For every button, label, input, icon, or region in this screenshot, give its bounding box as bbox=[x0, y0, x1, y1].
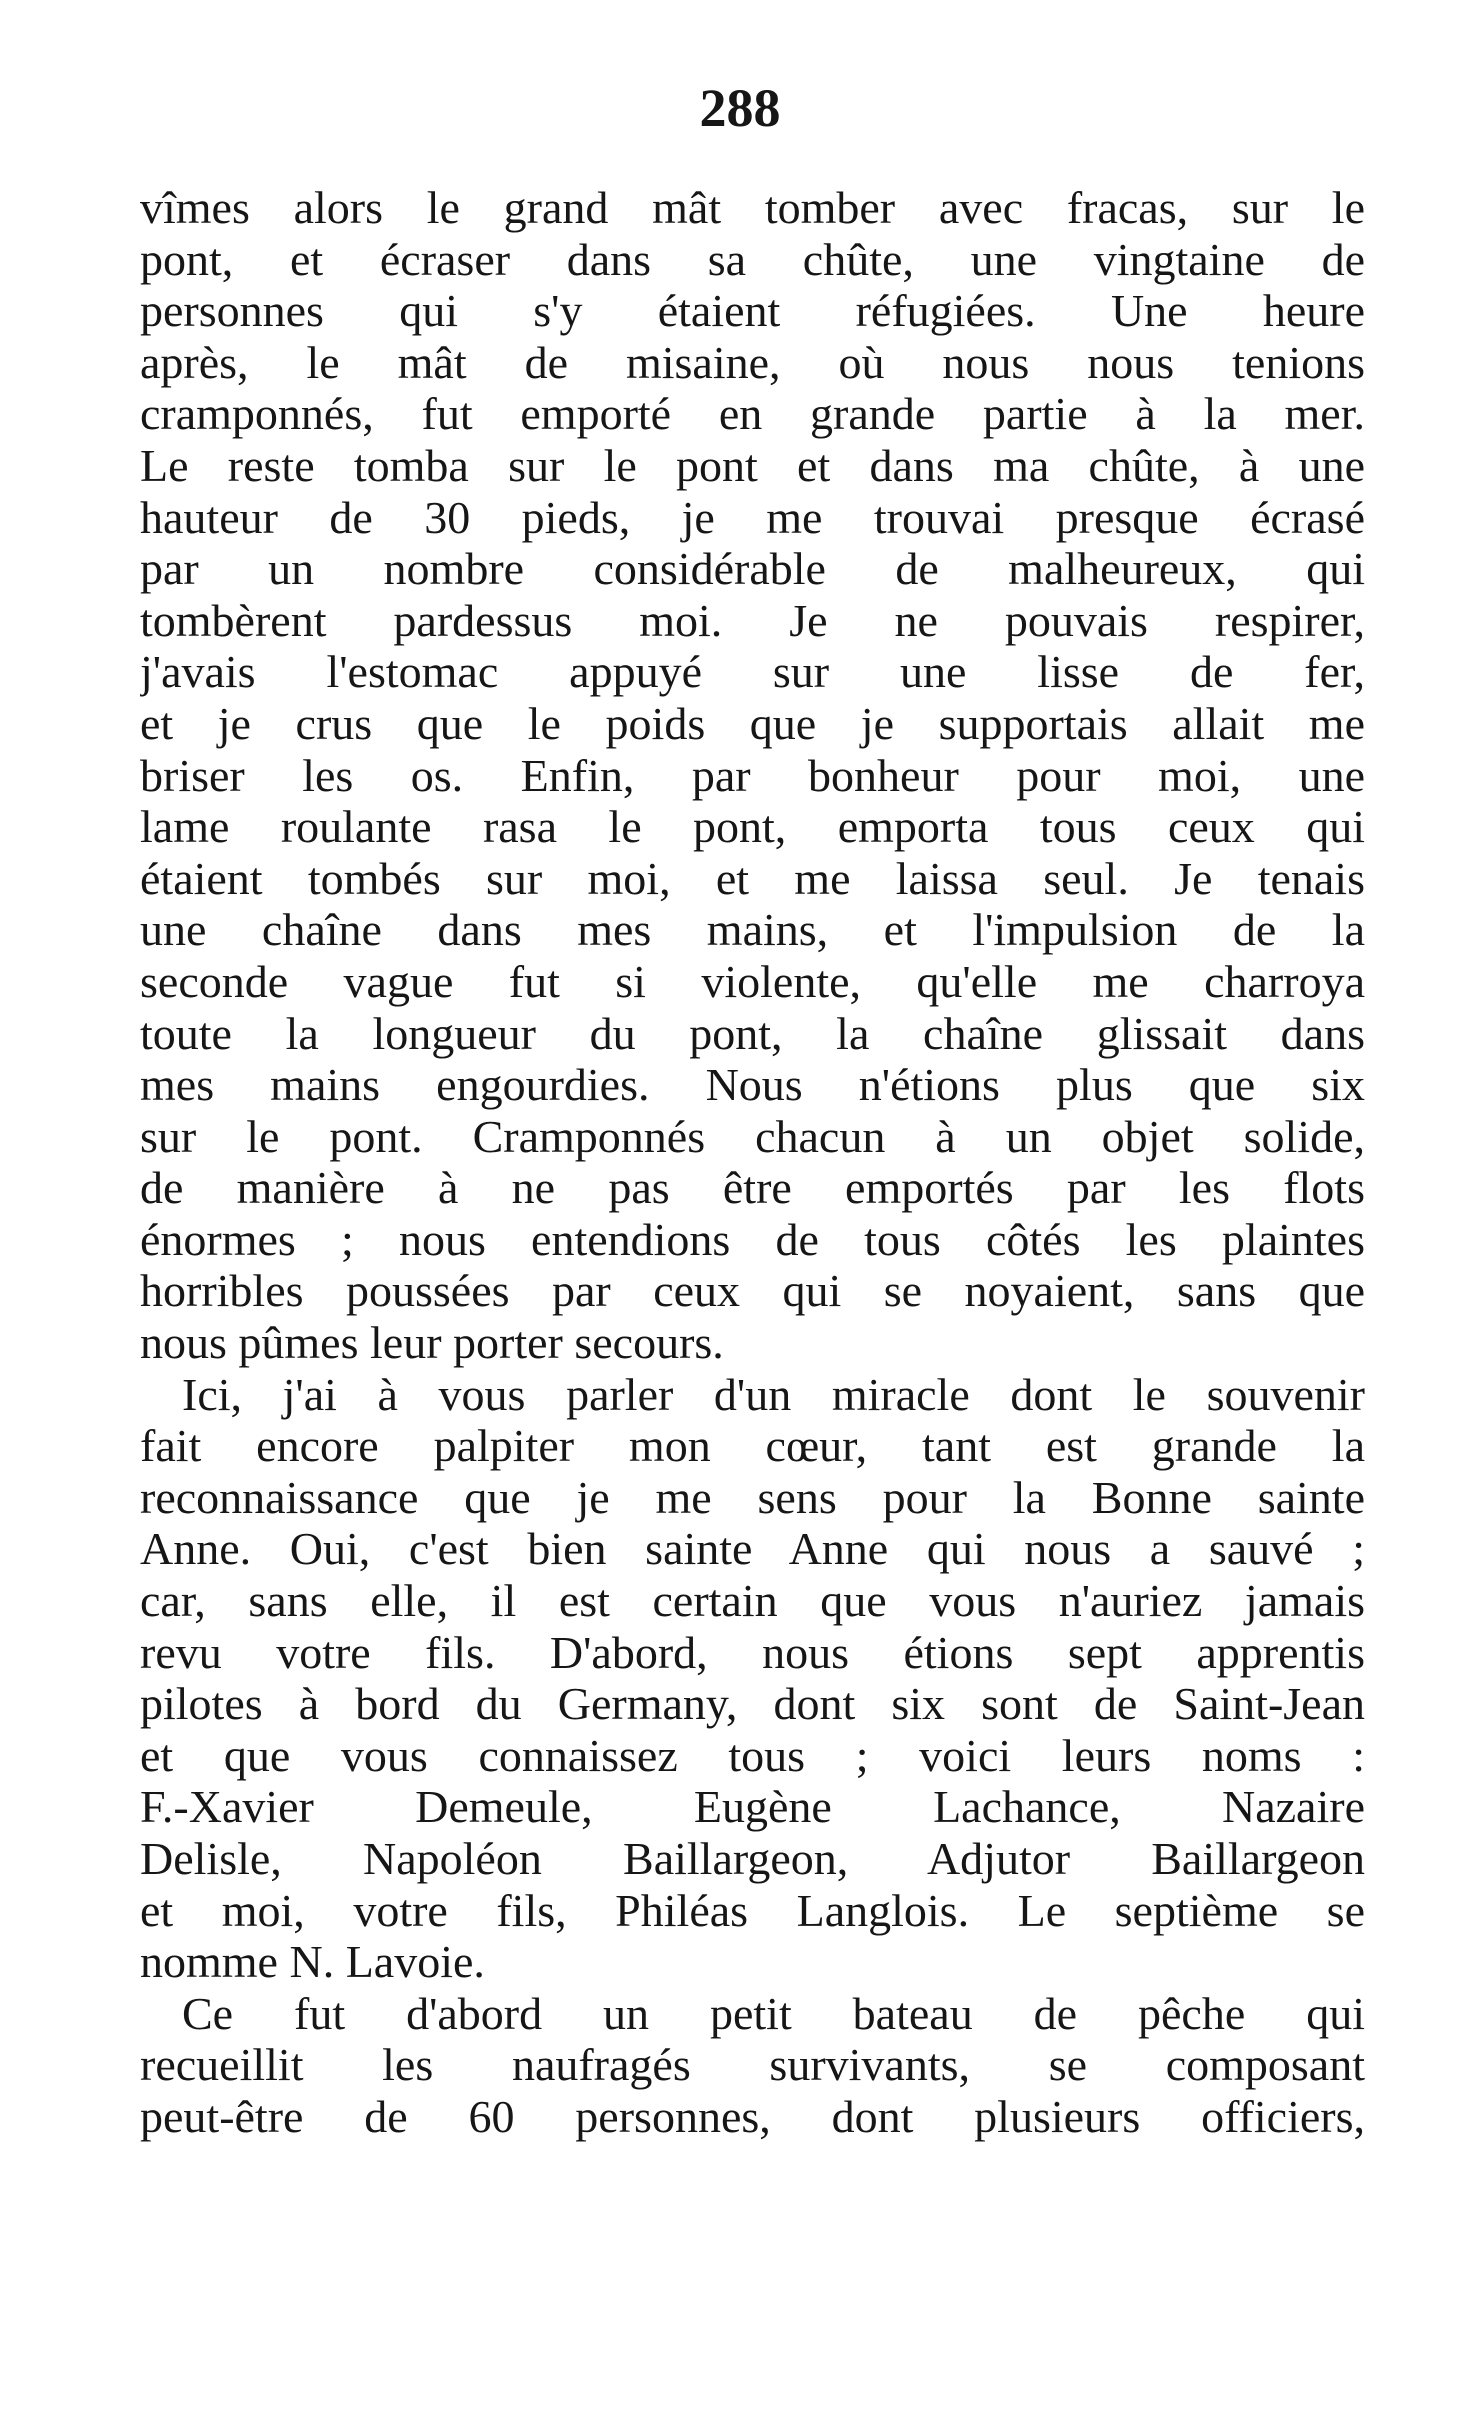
paragraph-start-line: Ce fut d'abord un petit bateau de pêche qui bbox=[182, 1987, 1365, 2039]
text-line: et moi, votre fils, Philéas Langlois. Le septième se bbox=[140, 1884, 1365, 1936]
text-line: pont, et écraser dans sa chûte, une vingtaine de bbox=[140, 233, 1365, 285]
text-line: mes mains engourdies. Nous n'étions plus que six bbox=[140, 1059, 1365, 1111]
text-line: et que vous connaissez tous ; voici leurs noms : bbox=[140, 1729, 1365, 1781]
body-text bbox=[140, 182, 1365, 2143]
paragraph-end-line: nous pûmes leur porter secours. bbox=[140, 1317, 724, 1369]
text-line: reconnaissance que je me sens pour la Bonne sainte bbox=[140, 1471, 1365, 1523]
text-line: fait encore palpiter mon cœur, tant est grande la bbox=[140, 1420, 1365, 1472]
page-number: 288 bbox=[699, 78, 781, 138]
text-line: revu votre fils. D'abord, nous étions sept apprentis bbox=[140, 1626, 1365, 1678]
text-line: seconde vague fut si violente, qu'elle me charroya bbox=[140, 955, 1365, 1007]
text-line: car, sans elle, il est certain que vous n'auriez jamais bbox=[140, 1575, 1365, 1627]
text-line: Anne. Oui, c'est bien sainte Anne qui nous a sauvé ; bbox=[140, 1523, 1365, 1575]
text-line: après, le mât de misaine, où nous nous tenions bbox=[140, 336, 1365, 388]
text-line: de manière à ne pas être emportés par les flots bbox=[140, 1162, 1365, 1214]
text-line: Le reste tomba sur le pont et dans ma chûte, à une bbox=[140, 439, 1365, 491]
text-line: une chaîne dans mes mains, et l'impulsion de la bbox=[140, 904, 1365, 956]
paragraph-end-line: nomme N. Lavoie. bbox=[140, 1936, 485, 1988]
text-line: énormes ; nous entendions de tous côtés les plaintes bbox=[140, 1213, 1365, 1265]
text-line: horribles poussées par ceux qui se noyaient, sans que bbox=[140, 1265, 1365, 1317]
paragraph-start-line: Ici, j'ai à vous parler d'un miracle dont le souvenir bbox=[182, 1368, 1365, 1420]
text-line: étaient tombés sur moi, et me laissa seul. Je tenais bbox=[140, 852, 1365, 904]
text-line: lame roulante rasa le pont, emporta tous ceux qui bbox=[140, 801, 1365, 853]
text-line: vîmes alors le grand mât tomber avec fracas, sur le bbox=[140, 182, 1365, 233]
text-line: hauteur de 30 pieds, je me trouvai presque écrasé bbox=[140, 491, 1365, 543]
text-line: Delisle, Napoléon Baillargeon, Adjutor Baillargeon bbox=[140, 1833, 1365, 1884]
text-line: cramponnés, fut emporté en grande partie à la mer. bbox=[140, 388, 1365, 440]
text-line: toute la longueur du pont, la chaîne glissait dans bbox=[140, 1007, 1365, 1059]
text-line: F.-Xavier Demeule, Eugène Lachance, Nazaire bbox=[140, 1781, 1365, 1833]
text-line: peut-être de 60 personnes, dont plusieurs officiers, bbox=[140, 2090, 1365, 2142]
text-line: j'avais l'estomac appuyé sur une lisse de fer, bbox=[140, 646, 1365, 698]
text-line: personnes qui s'y étaient réfugiées. Une heure bbox=[140, 285, 1365, 337]
text-line: briser les os. Enfin, par bonheur pour moi, une bbox=[140, 749, 1365, 801]
text-line: tombèrent pardessus moi. Je ne pouvais respirer, bbox=[140, 594, 1365, 646]
text-line: par un nombre considérable de malheureux, qui bbox=[140, 543, 1365, 595]
text-line: sur le pont. Cramponnés chacun à un objet solide, bbox=[140, 1110, 1365, 1162]
text-line: recueillit les naufragés survivants, se composant bbox=[140, 2039, 1365, 2091]
text-line: pilotes à bord du Germany, dont six sont de Saint-Jean bbox=[140, 1678, 1365, 1730]
text-line: et je crus que le poids que je supportais allait me bbox=[140, 697, 1365, 749]
